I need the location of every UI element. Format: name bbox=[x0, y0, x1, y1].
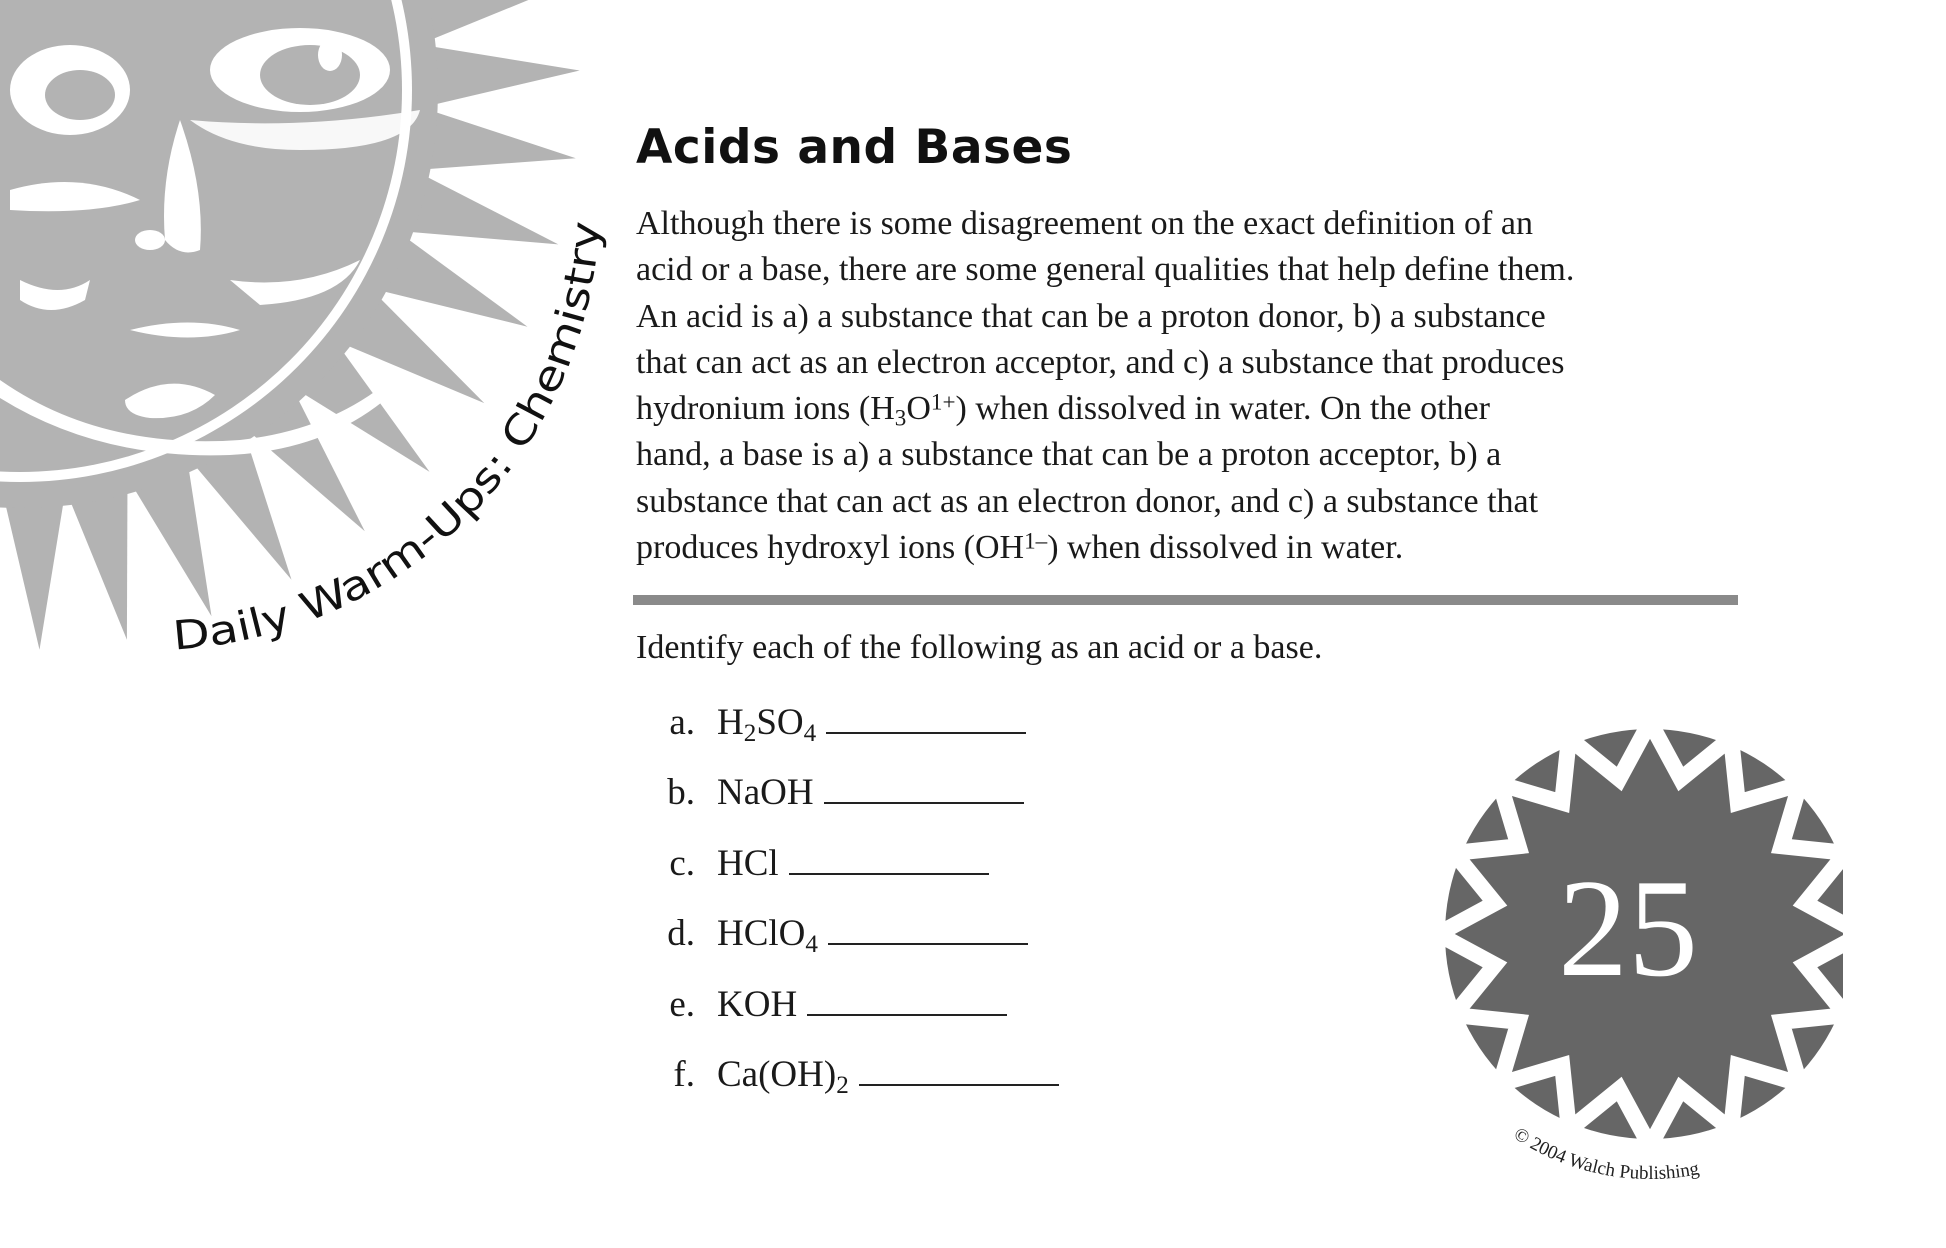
text-segment: substance that can act as an electron donor, and c) a substance that bbox=[636, 482, 1539, 520]
text-segment: that can act as an electron acceptor, and c) a substance that produces bbox=[636, 343, 1565, 381]
chemical-formula bbox=[717, 970, 797, 1040]
series-label: Daily Warm-Ups: Chemistry bbox=[170, 224, 610, 660]
chemical-formula bbox=[717, 899, 818, 969]
question-item bbox=[636, 1040, 1059, 1110]
superscript: 1+ bbox=[930, 389, 956, 416]
text-segment: HCl bbox=[717, 842, 779, 884]
text-segment: Ca(OH) bbox=[717, 1053, 837, 1095]
answer-blank[interactable] bbox=[789, 872, 989, 875]
subscript: 3 bbox=[894, 405, 907, 432]
text-segment: ) when dissolved in water. bbox=[1047, 529, 1404, 567]
chemical-formula bbox=[717, 758, 814, 828]
chemical-formula bbox=[717, 1040, 849, 1110]
text-segment: Although there is some disagreement on the exact definition of an bbox=[636, 205, 1533, 242]
item-letter: d. bbox=[667, 913, 695, 955]
question-item bbox=[636, 829, 1059, 899]
page-title: Acids and Bases bbox=[636, 120, 1073, 175]
question-item bbox=[636, 758, 1059, 828]
divider bbox=[633, 595, 1738, 605]
text-segment: hand, a base is a) a substance that can be a proton acceptor, b) a bbox=[636, 436, 1502, 474]
item-letter: b. bbox=[667, 772, 695, 814]
answer-blank[interactable] bbox=[828, 942, 1028, 945]
paragraph-line bbox=[636, 386, 1574, 432]
answer-blank[interactable] bbox=[807, 1013, 1007, 1016]
question-item bbox=[636, 899, 1059, 969]
chemical-formula bbox=[717, 688, 816, 758]
intro-paragraph bbox=[636, 201, 1574, 571]
page-number: 25 bbox=[1558, 851, 1698, 1006]
item-letter: a. bbox=[669, 702, 695, 743]
subscript: 2 bbox=[836, 1071, 849, 1099]
paragraph-line bbox=[636, 201, 1574, 247]
text-segment: produces hydroxyl ions (OH bbox=[636, 529, 1025, 567]
answer-blank[interactable] bbox=[859, 1083, 1059, 1086]
question-item bbox=[636, 970, 1059, 1040]
question-list bbox=[636, 688, 1059, 1110]
paragraph-line bbox=[636, 340, 1574, 386]
paragraph-line bbox=[636, 247, 1574, 293]
item-letter: f. bbox=[673, 1053, 695, 1095]
subscript: 4 bbox=[805, 931, 818, 959]
chemical-formula bbox=[717, 829, 779, 899]
subscript: 4 bbox=[803, 720, 817, 748]
superscript: 1– bbox=[1024, 528, 1048, 555]
subscript: 2 bbox=[743, 720, 757, 748]
text-segment: NaOH bbox=[717, 772, 814, 814]
text-segment: SO bbox=[756, 702, 804, 743]
text-segment: ) when dissolved in water. On the other bbox=[955, 390, 1490, 428]
copyright-notice: © 2004 Walch Publishing bbox=[1509, 1123, 1701, 1185]
item-letter: e. bbox=[669, 983, 695, 1025]
sun-face-icon bbox=[0, 0, 580, 650]
text-segment: H bbox=[717, 702, 744, 743]
paragraph-line bbox=[636, 525, 1574, 571]
text-segment: acid or a base, there are some general qualities that help define them. bbox=[636, 251, 1575, 289]
answer-blank[interactable] bbox=[826, 731, 1026, 734]
text-segment: hydronium ions (H bbox=[636, 390, 895, 428]
text-segment: An acid is a) a substance that can be a proton donor, b) a substance bbox=[636, 297, 1546, 335]
text-segment: HClO bbox=[717, 913, 806, 955]
text-segment: O bbox=[906, 390, 931, 428]
paragraph-line bbox=[636, 294, 1574, 340]
item-letter: c. bbox=[669, 842, 695, 884]
question-item bbox=[636, 688, 1059, 758]
paragraph-line bbox=[636, 479, 1574, 525]
answer-blank[interactable] bbox=[824, 801, 1024, 804]
paragraph-line bbox=[636, 432, 1574, 478]
question-prompt: Identify each of the following as an acid or a base. bbox=[636, 629, 1323, 666]
text-segment: KOH bbox=[717, 983, 798, 1025]
